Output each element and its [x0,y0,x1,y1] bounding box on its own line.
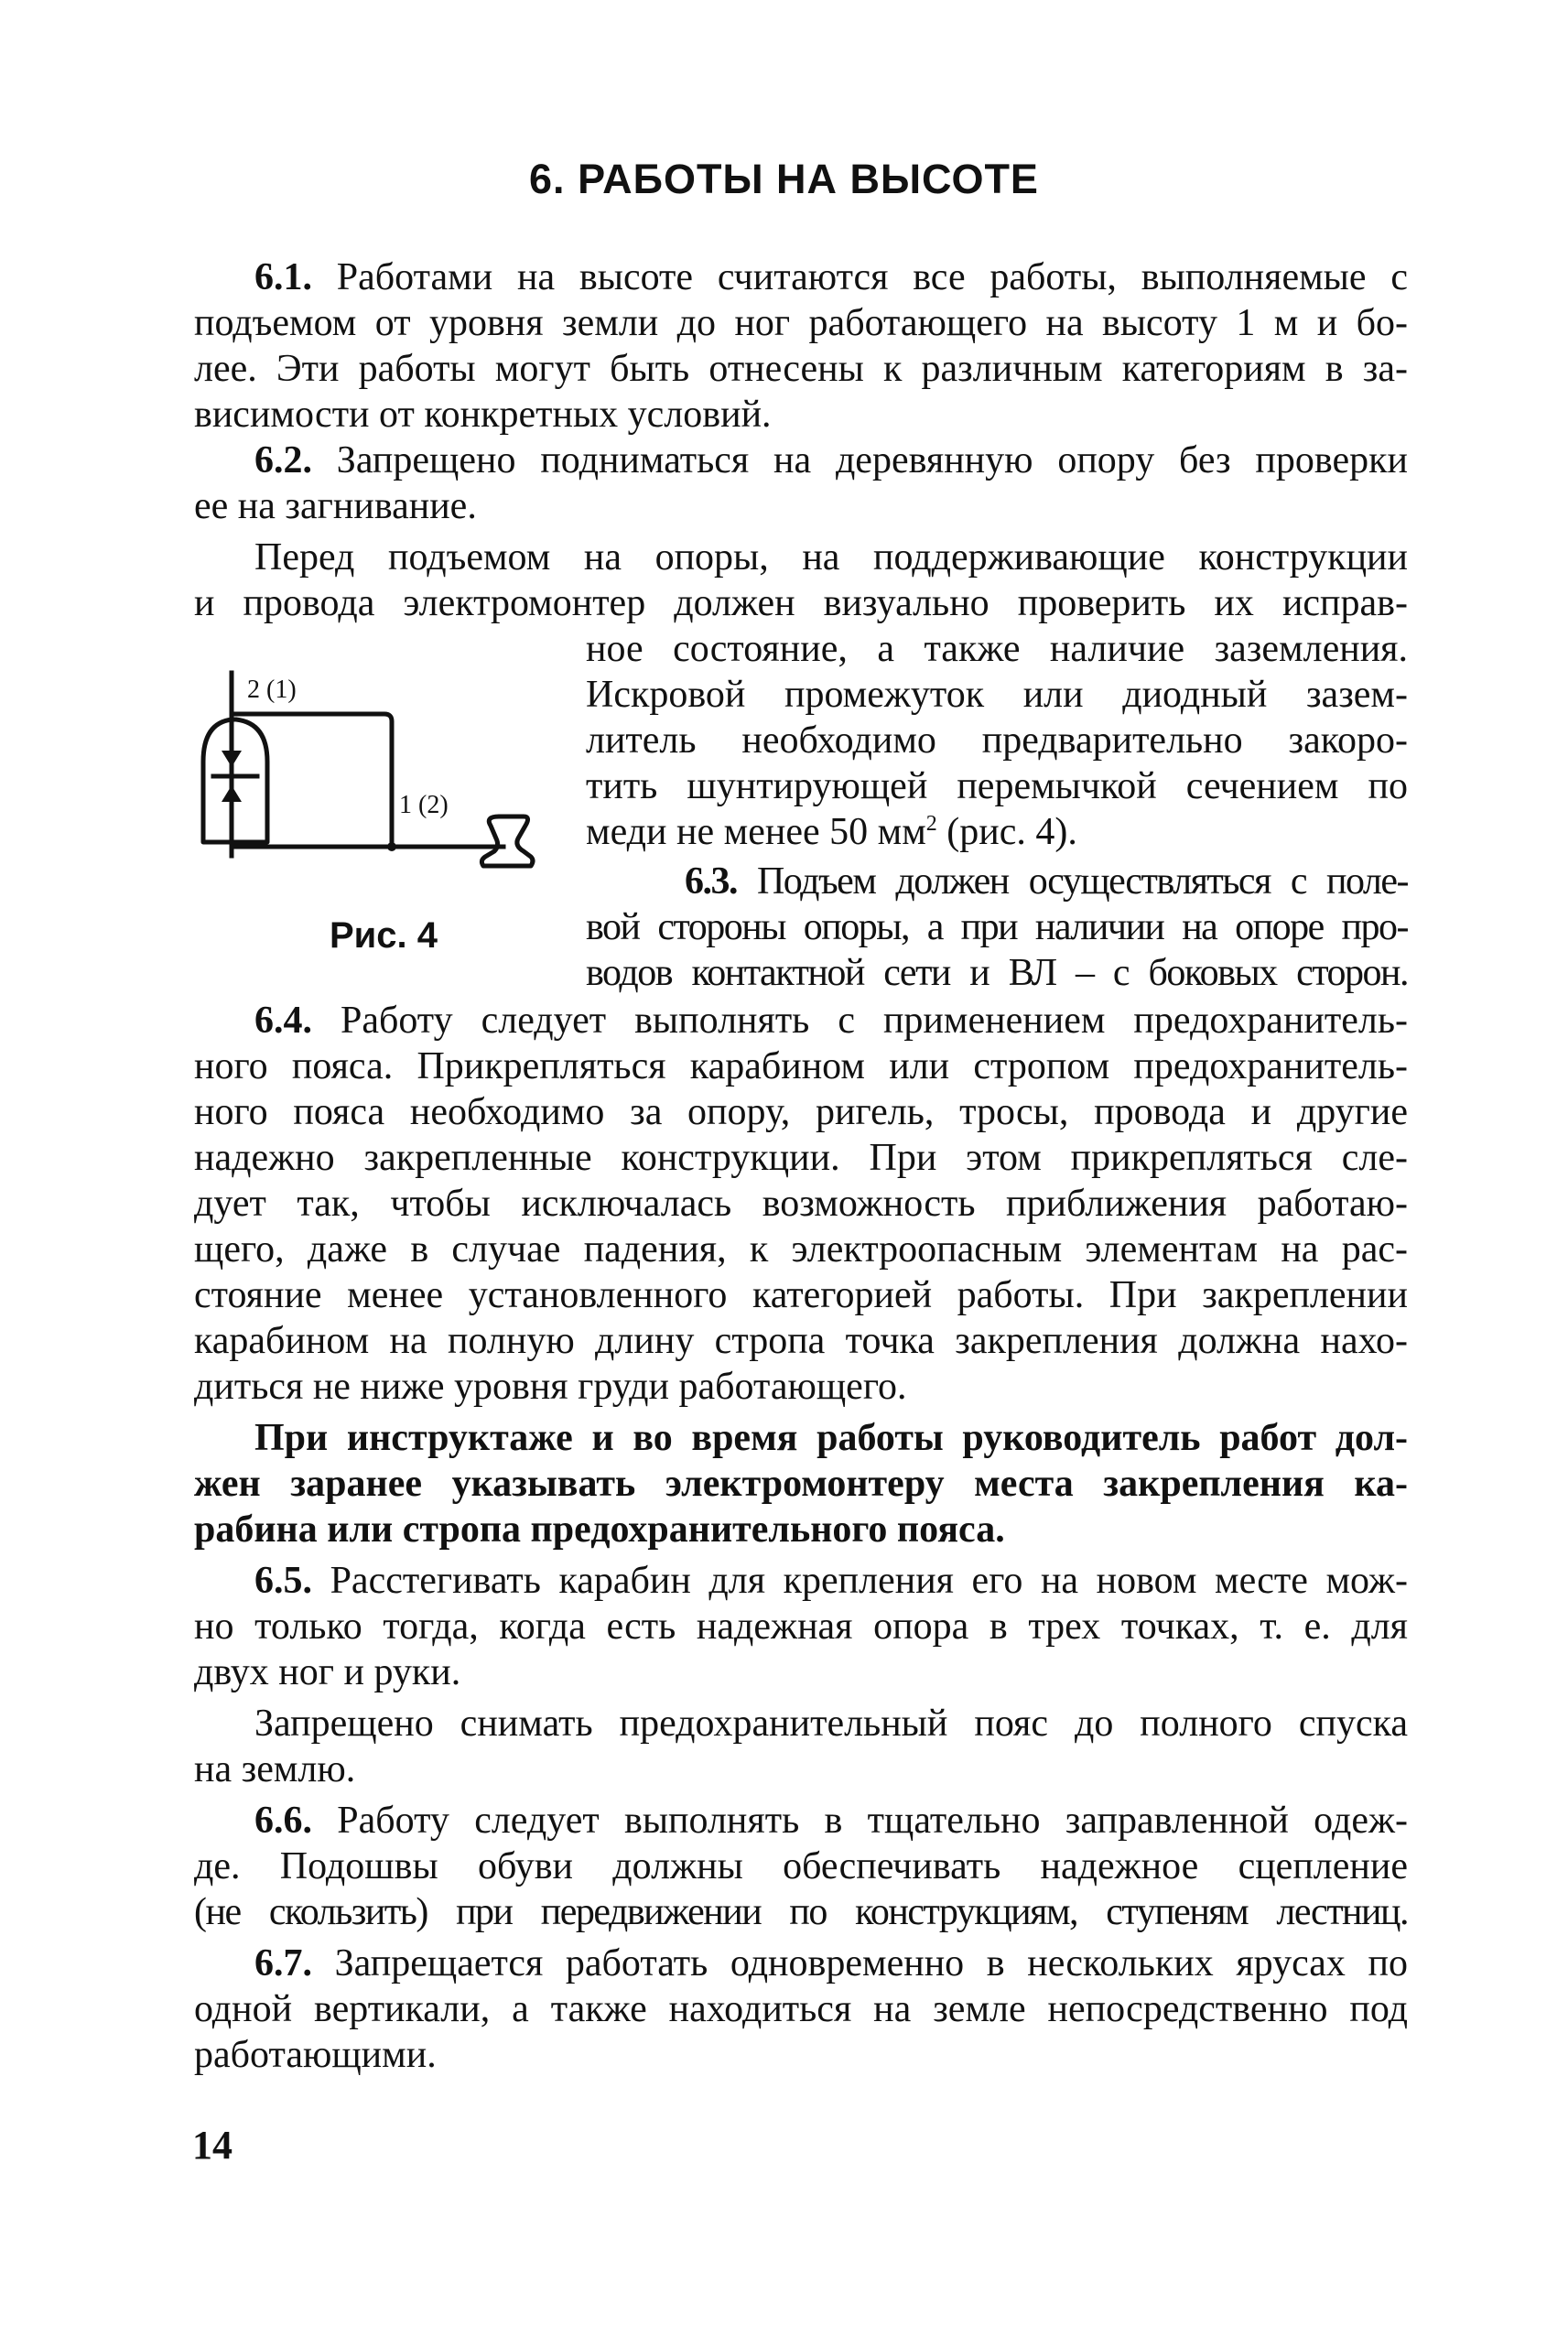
text-line: висимости от конкретных условий. [194,394,772,436]
rail-profile [481,816,533,866]
text-line: Перед подъемом на опоры, на поддерживающие конструкции [254,536,1408,579]
line-text: Расстегивать карабин для крепления его на новом месте мож- [312,1560,1408,1602]
section-title: 6. РАБОТЫ НА ВЫСОТЕ [529,156,1039,202]
text-line: вой стороны опоры, а при наличии на опоре про- [586,906,1408,948]
clause-number: 6.7. [254,1942,312,1984]
line-text: Подъем должен осуществляться с поле- [737,860,1408,903]
text-line: но только тогда, когда есть надежная опора в трех точках, т. е. для [194,1606,1408,1648]
text-line: карабином на полную длину стропа точка закрепления должна нахо- [194,1320,1408,1362]
text-line: на землю. [194,1748,356,1790]
line-text: Работами на высоте считаются все работы, выполняемые с [312,256,1408,298]
text-line [254,1557,1408,1605]
contact-point [387,842,396,851]
spark-gap-outline [203,719,267,842]
jumper-wire [232,714,392,847]
clause-number: 6.3. [685,860,737,903]
text-line: диться не ниже уровня груди работающего. [194,1366,907,1408]
text-line: Запрещено снимать предохранительный пояс до полного спуска [254,1703,1408,1745]
figure-label-top: 2 (1) [247,676,297,704]
text-line: работающими. [194,2034,437,2076]
text-line: лее. Эти работы могут быть отнесены к различным категориям в за- [194,348,1408,390]
text-line: жен заранее указывать электромонтеру места закрепления ка- [194,1463,1408,1505]
clause-number: 6.1. [254,256,312,298]
text-line: литель необходимо предварительно закоро- [586,719,1408,762]
text-line: двух ног и руки. [194,1651,461,1693]
line-text: Запрещается работать одновременно в нескольких ярусах по [312,1942,1408,1984]
text-line [586,808,1408,856]
text-line: Искровой промежуток или диодный зазем- [586,674,1408,716]
line-text: (рис. 4). [936,811,1077,853]
line-text: Работу следует выполнять с применением предохранитель- [312,1000,1408,1042]
clause-number: 6.5. [254,1560,312,1602]
figure-label-mid: 1 (2) [399,791,449,819]
text-line: надежно закрепленные конструкции. При этом прикрепляться сле- [194,1137,1408,1179]
text-line [685,858,1408,905]
clause-number: 6.2. [254,439,312,481]
text-line: дует так, чтобы исключалась возможность приближения работаю- [194,1183,1408,1225]
text-line: и провода электромонтер должен визуально проверить их исправ- [194,582,1408,624]
line-text: Запрещено подниматься на деревянную опору без проверки [312,439,1408,481]
line-text: меди не менее 50 мм [586,811,926,853]
text-line: водов контактной сети и ВЛ – с боковых сторон. [586,952,1408,994]
text-line: (не скользить) при передвижении по конструкциям, ступеням лестниц. [194,1891,1408,1933]
text-line: тить шунтирующей перемычкой сечением по [586,765,1408,807]
text-line [254,254,1408,301]
superscript: 2 [925,812,937,836]
text-line: рабина или стропа предохранительного пояса. [194,1509,1005,1551]
text-line: щего, даже в случае падения, к электроопасным элементам на рас- [194,1228,1408,1271]
line-text: Работу следует выполнять в тщательно заправленной одеж- [312,1800,1408,1842]
text-line: одной вертикали, а также находиться на земле непосредственно под [194,1988,1408,2030]
clause-number: 6.4. [254,1000,312,1042]
text-line: При инструктаже и во время работы руководитель работ дол- [254,1417,1408,1459]
figure-4-diagram [183,659,586,952]
text-line: подъемом от уровня земли до ног работающего на высоту 1 м и бо- [194,302,1408,344]
page-number: 14 [192,2123,232,2168]
figure-caption: Рис. 4 [330,915,438,956]
text-line [254,1797,1408,1844]
text-line: ное состояние, а также наличие заземления. [586,628,1408,670]
text-line: ного пояса. Прикрепляться карабином или стропом предохранитель- [194,1045,1408,1087]
text-line [254,997,1408,1044]
text-line: стояние менее установленного категорией работы. При закреплении [194,1274,1408,1316]
text-line [254,1940,1408,1987]
text-line: ного пояса необходимо за опору, ригель, тросы, провода и другие [194,1091,1408,1133]
text-line: де. Подошвы обуви должны обеспечивать надежное сцепление [194,1845,1408,1887]
text-line: ее на загнивание. [194,485,477,527]
text-line [254,437,1408,484]
clause-number: 6.6. [254,1800,312,1842]
